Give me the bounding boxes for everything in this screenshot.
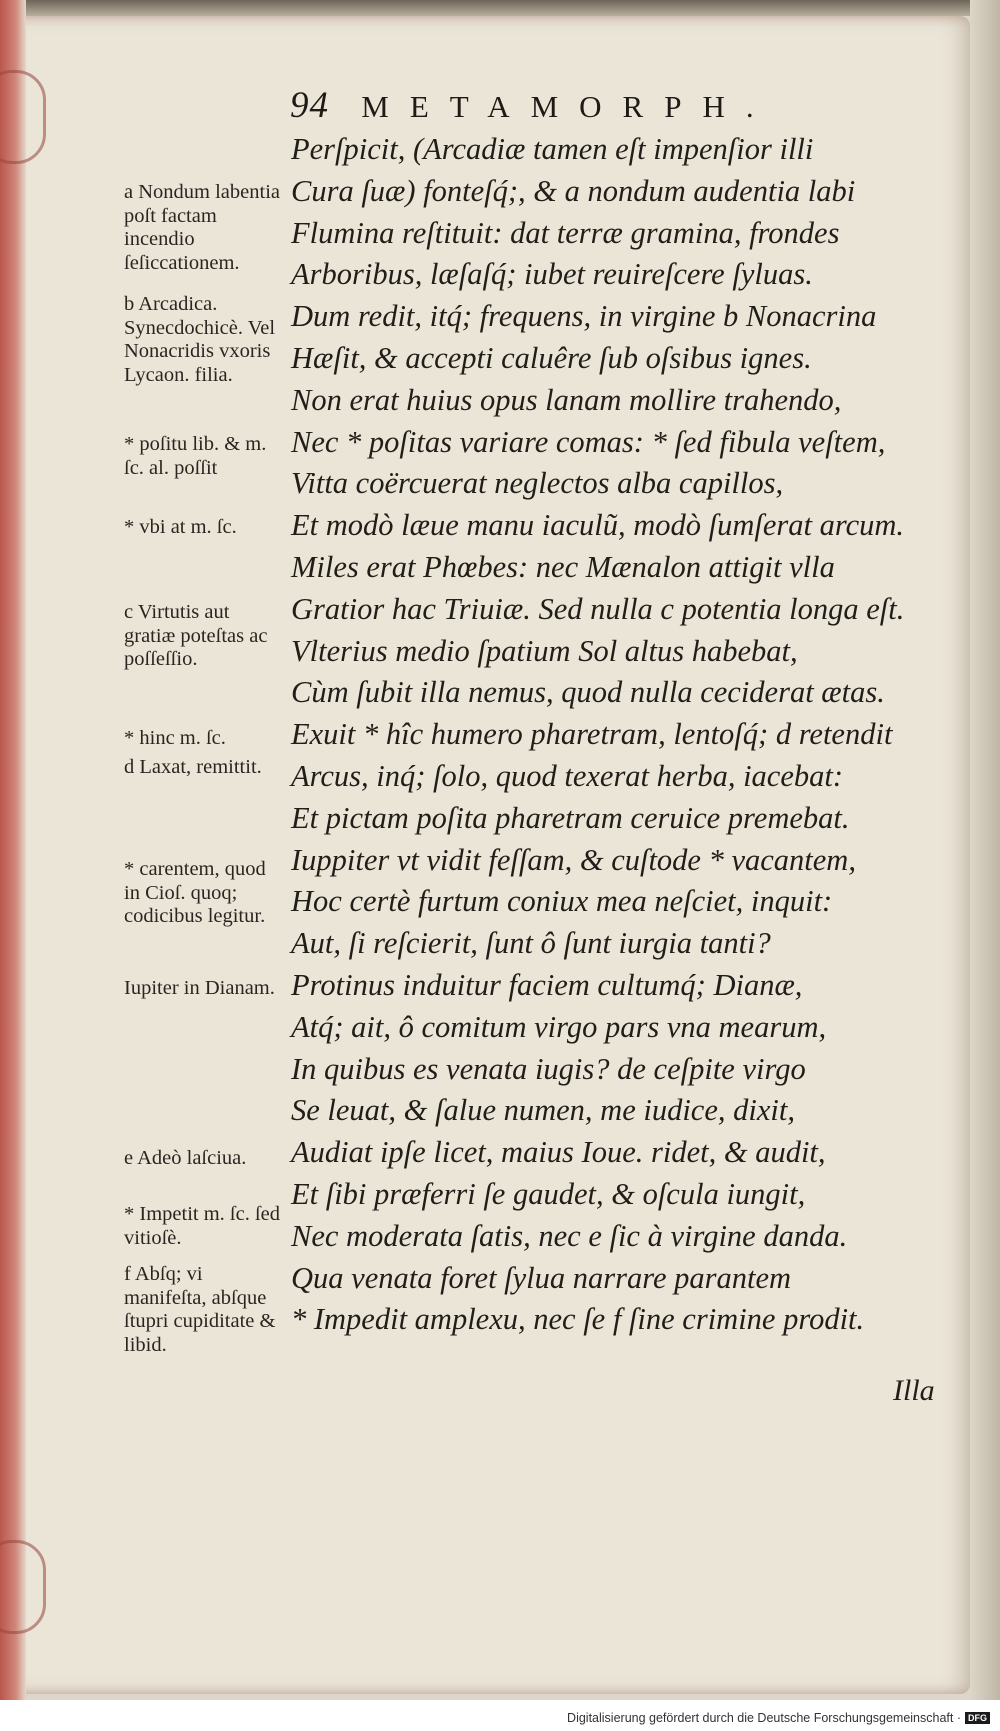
footer-text: Digitalisierung gefördert durch die Deutsche Forschungsgemeinschaft · (567, 1711, 961, 1725)
verse-line: Flumina reſtituit: dat terræ gramina, frondes (291, 215, 840, 250)
verse-line: * Impedit amplexu, nec ſe f ſine crimine prodit. (291, 1302, 865, 1337)
marginal-note: * vbi at m. ſc. (124, 516, 237, 538)
marginal-note: * carentem, quod in Cioſ. quoq; codicibus legitur. (124, 858, 266, 927)
verse-line: Dum redit, itq́; frequens, in virgine b Nonacrina (291, 299, 877, 334)
verse-line: Perſpicit, (Arcadiæ tamen eſt impenſior illi (291, 132, 814, 166)
verse-text (291, 129, 904, 1341)
page-number: 94 (290, 85, 329, 126)
verse-line: Iuppiter vt vidit feſſam, & cuſtode * vacantem, (291, 842, 856, 877)
verse-line: Protinus induitur faciem cultumq́; Dianæ, (291, 967, 803, 1002)
verse-line: Arboribus, læſaſq́; iubet reuireſcere ſyluas. (291, 257, 813, 292)
verse-line: Aut, ſi reſcierit, ſunt ô ſunt iurgia tanti? (291, 926, 771, 961)
verse-line: Audiat ipſe licet, maius Ioue. ridet, & audit, (291, 1135, 826, 1170)
red-page-edge (0, 0, 26, 1700)
running-header (290, 84, 775, 127)
marginal-note: Iupiter in Dianam. (124, 977, 275, 999)
verse-line: Vlterius medio ſpatium Sol altus habebat, (291, 633, 798, 668)
right-edge (970, 0, 1000, 1700)
verse-line: Arcus, inq́; ſolo, quod texerat herba, iacebat: (291, 758, 843, 793)
verse-line: Et pictam poſita pharetram ceruice premebat. (291, 800, 850, 835)
verse-line: In quibus es venata iugis? de ceſpite virgo (291, 1051, 806, 1086)
verse-line: Et ſibi præferri ſe gaudet, & oſcula iungit, (291, 1176, 806, 1211)
verse-line: Et modò læue manu iaculũ, modò ſumſerat arcum. (291, 508, 905, 543)
verse-line: Cùm ſubit illa nemus, quod nulla ceciderat ætas. (291, 675, 885, 710)
verse-line: Vitta coërcuerat neglectos alba capillos, (291, 466, 784, 501)
verse-line: Hoc certè furtum coniux mea neſciet, inquit: (291, 884, 833, 919)
dfg-logo: DFG (965, 1712, 990, 1724)
marginal-note: * hinc m. ſc. (124, 727, 226, 749)
top-edge (0, 0, 1000, 16)
verse-line: Gratior hac Triuiæ. Sed nulla c potentia longa eſt. (291, 591, 905, 626)
verse-line: Atq́; ait, ô comitum virgo pars vna mearum, (291, 1009, 827, 1044)
verse-line: Nec * poſitas variare comas: * ſed fibula veſtem, (291, 424, 886, 459)
marginal-note: * poſitu lib. & m. ſc. al. poſſit (124, 433, 267, 479)
digitization-footer (567, 1711, 990, 1725)
marginal-note: a Nondum labentia poſt factam incendio ſeſiccationem. (124, 181, 280, 274)
verse-line: Miles erat Phœbes: nec Mænalon attigit vlla (291, 549, 835, 584)
verse-line: Exuit * hîc humero pharetram, lentoſq́; d retendit (291, 717, 893, 752)
marginal-note: c Virtutis aut gratiæ poteſtas ac poſſeſſio. (124, 601, 268, 670)
marginal-note: d Laxat, remittit. (124, 756, 262, 778)
verse-line: Hæſit, & accepti caluêre ſub oſsibus ignes. (291, 340, 812, 375)
marginal-note: e Adeò laſciua. (124, 1147, 247, 1169)
verse-line: Se leuat, & ſalue numen, me iudice, dixit, (291, 1093, 795, 1128)
marginal-note: * Impetit m. ſc. ſed vitioſè. (124, 1203, 280, 1249)
verse-line: Cura ſuæ) fonteſq́;, & a nondum audentia labi (291, 173, 856, 208)
marginal-note: b Arcadica. Synecdochicè. Vel Nonacridis vxoris Lycaon. filia. (124, 293, 276, 386)
verse-line: Nec moderata ſatis, nec e ſic à virgine danda. (291, 1218, 848, 1253)
binding-ring-mark (0, 1540, 46, 1634)
marginal-note: f Abſq; vi manifeſta, abſque ſtupri cupiditate & libid. (124, 1263, 276, 1356)
verse-line: Qua venata foret ſylua narrare parantem (291, 1260, 792, 1295)
verse-line: Non erat huius opus lanam mollire trahendo, (291, 382, 842, 417)
running-title: METAMORPH. (361, 89, 775, 124)
catchword: Illa (893, 1374, 935, 1407)
binding-ring-mark (0, 70, 46, 164)
